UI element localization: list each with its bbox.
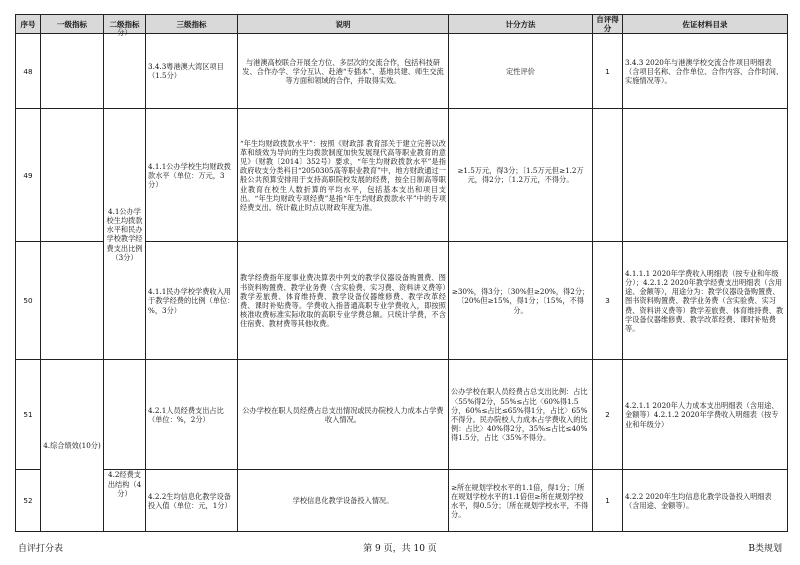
header-self-score: 自评得分	[593, 15, 623, 34]
row-description: 公办学校在职人员经费占总支出情况或民办院校人力成本占学费收入情况。	[238, 360, 449, 470]
level1-comprehensive-cell: 4.综合绩效(10分)	[41, 360, 104, 532]
header-level3: 三级指标	[146, 15, 238, 34]
row-scoring: 公办学校在职人员经费占总支出比例：占比〈55%得2分，55%≤占比〈60%得1.5分，60%≤占比≤65%得1分，占比〉65%不得分。民办院校人力成本占学费收入的比例：占比〉40%得2分，35%≤占比≤40%得1.5分，占比〈35%不得分。	[449, 360, 593, 470]
row-level3: 3.4.3粤港澳大湾区项目（1.5分）	[146, 34, 238, 109]
row-evidence	[623, 109, 788, 242]
level1-cell-empty	[41, 109, 104, 242]
row-description: 学校信息化教学设备投入情况。	[238, 470, 449, 532]
level2-cell-empty	[104, 360, 146, 470]
level2-structure-cell: 4.2经费支出结构（4分）	[104, 470, 146, 532]
header-level2: 二级指标	[104, 15, 146, 34]
self-assessment-table	[15, 14, 788, 532]
row-self-score: 2	[593, 360, 623, 470]
table-row	[16, 109, 788, 242]
row-scoring: 定性评价	[449, 34, 593, 109]
row-description: “年生均财政拨款水平”：按照《财政部 教育部关于建立完善以改革和绩效为导向的生均拨款制度加快发展现代高等职业教育的意见》（财教〔2014〕352号）要求，“年生均财政拨款水平”是指政府收支分类科目“2050305高等职业教育”中，地方财政通过一般公共预算安排用于支持高职院校发展的经费，按全日制高等职业教育在校生人数折算的平均水平，包括基本支出和项目支出。“年生均财政专项经费”是指“年生均财政拨款水平”中的专项经费支出。统计截止时点以财政年度为准。	[238, 109, 449, 242]
row-seq: 50	[16, 242, 41, 360]
row-scoring: ≥1.5万元，得3分；〔1.5万元但≥1.2万元，得2分；〔1.2万元，不得分。	[449, 109, 593, 242]
level2-funding-cell: 4.1公办学校生均拨款水平和民办学校教学经费支出比例（3分）	[104, 109, 146, 360]
table-row	[16, 470, 788, 532]
header-evidence: 佐证材料目录	[623, 15, 788, 34]
header-description: 说明	[238, 15, 449, 34]
row-self-score	[593, 109, 623, 242]
level1-cell-empty	[41, 34, 104, 109]
table-row	[16, 360, 788, 470]
row-description: 与港澳高校联合开展全方位、多层次的交流合作，包括科技研发、合作办学、学分互认、赴港“专插本”、基地共建、师生交流等方面和领域的合作，并取得实效。	[238, 34, 449, 109]
header-seq: 序号	[16, 15, 41, 34]
row-evidence: 3.4.3 2020年与港澳学校交流合作项目明细表（含项目名称、合作单位、合作内容、合作时间、实施情况等）。	[623, 34, 788, 109]
header-scoring: 计分方法	[449, 15, 593, 34]
footer-left: 自评打分表	[18, 544, 64, 554]
row-seq: 48	[16, 34, 41, 109]
row-level3: 4.1.1公办学校生均财政拨款水平（单位：万元，3分）	[146, 109, 238, 242]
row-self-score: 1	[593, 34, 623, 109]
row-level3: 4.2.1人员经费支出占比（单位：%，2分）	[146, 360, 238, 470]
row-description: 教学经费指年度事业费决算表中列支的教学仪器设备购置费、图书资料购置费、教学业务费（含实验费、实习费、资料讲义费等）教学差旅费、体育维持费、教学设备仪器维修费、教学改革经费、课时补贴费等。学费收入指普通高职专业学费收入，即按照核准收费标准实际收取的高职专业学费总额。只统计学费，不含住宿费、教材费等其他收费。	[238, 242, 449, 360]
footer-right: B类规划	[748, 544, 782, 554]
row-self-score: 1	[593, 470, 623, 532]
row-seq: 51	[16, 360, 41, 470]
row-seq: 52	[16, 470, 41, 532]
row-self-score: 3	[593, 242, 623, 360]
row-level3: 4.2.2生均信息化教学设备投入值（单位：元，1分）	[146, 470, 238, 532]
level2-cell-cut	[104, 28, 146, 109]
level1-cell-empty	[41, 242, 104, 360]
row-evidence: 4.2.1.1 2020年人力成本支出明细表（含用途、金额等）4.2.1.2 2020年学费收入明细表（按专业和年级分）	[623, 360, 788, 470]
table-row	[16, 34, 788, 109]
row-scoring: ≥30%，得3分；〔30%但≥20%，得2分；〔20%但≥15%，得1分；〔15%，不得分。	[449, 242, 593, 360]
row-seq: 49	[16, 109, 41, 242]
page-number: 第 9 页，共 10 页	[363, 544, 437, 554]
row-scoring: ≥所在规划学校水平的1.1倍，得1分；〔所在规划学校水平的1.1倍但≥所在规划学校水平，得0.5分；〔所在规划学校水平，不得分。	[449, 470, 593, 532]
cut-text: 分）	[117, 28, 132, 38]
row-evidence: 4.1.1.1 2020年学费收入明细表（按专业和年级分）；4.2.1.2 2020年教学经费支出明细表（含用途、金额等），用途分为：教学仪器设备购置费、图书资料购置费、教学业务费（含实验费、实习费、资料讲义费等）教学差旅费、体育维持费、教学设备仪器维修费、教学改革经费、课时补贴费等。	[623, 242, 788, 360]
row-level3: 4.1.1民办学校学费收入用于教学经费的比例（单位：%，3分）	[146, 242, 238, 360]
header-level1: 一级指标	[41, 15, 104, 34]
row-evidence: 4.2.2 2020年生均信息化教学设备投入明细表（含用途、金额等）。	[623, 470, 788, 532]
